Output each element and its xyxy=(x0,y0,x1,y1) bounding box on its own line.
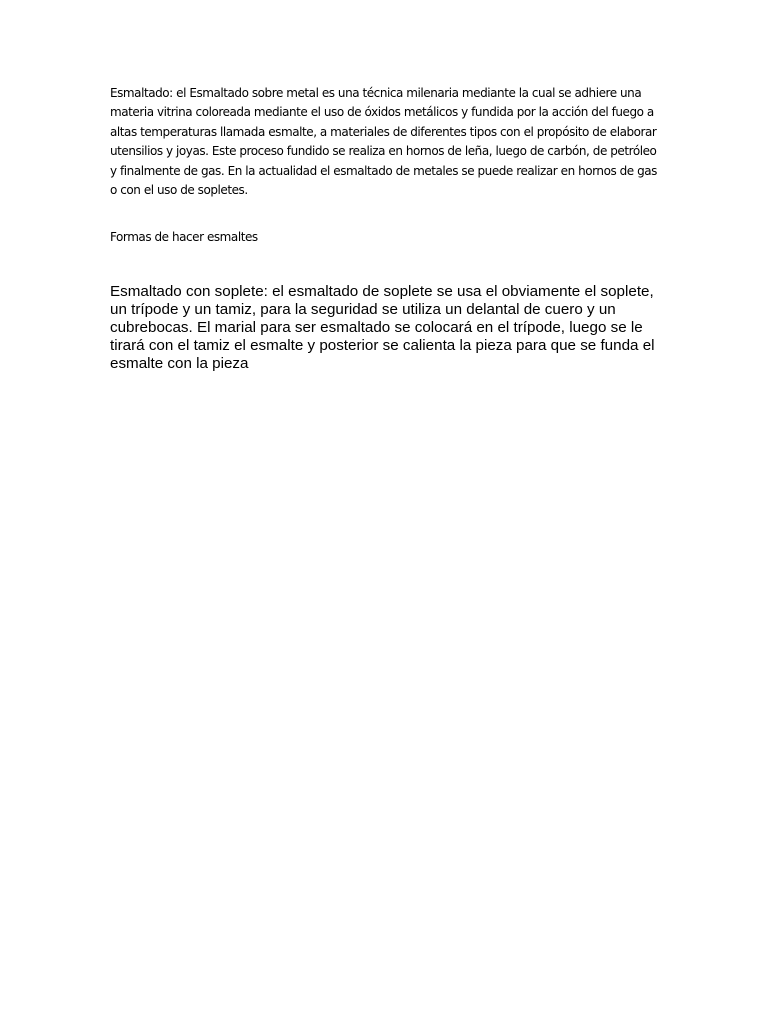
section-heading: Formas de hacer esmaltes xyxy=(110,230,258,244)
soplete-paragraph: Esmaltado con soplete: el esmaltado de soplete se usa el obviamente el soplete, un trípode y un tamiz, para la seguridad se utiliza un delantal de cuero y un cubrebocas. El marial para ser esmaltado se colocará en el trípode, luego se le tirará con el tamiz el esmalte y posterior se calienta la pieza para que se funda el esmalte con la pieza xyxy=(110,283,655,372)
intro-paragraph: Esmaltado: el Esmaltado sobre metal es una técnica milenaria mediante la cual se adhiere una materia vitrina coloreada mediante el uso de óxidos metálicos y fundida por la acción del fuego a altas temperaturas llamada esmalte, a materiales de diferentes tipos con el propósito de elaborar utensilios y joyas. Este proceso fundido se realiza en hornos de leña, luego de carbón, de petróleo y finalmente de gas. En la actualidad el esmaltado de metales se puede realizar en hornos de gas o con el uso de sopletes. xyxy=(110,86,657,198)
